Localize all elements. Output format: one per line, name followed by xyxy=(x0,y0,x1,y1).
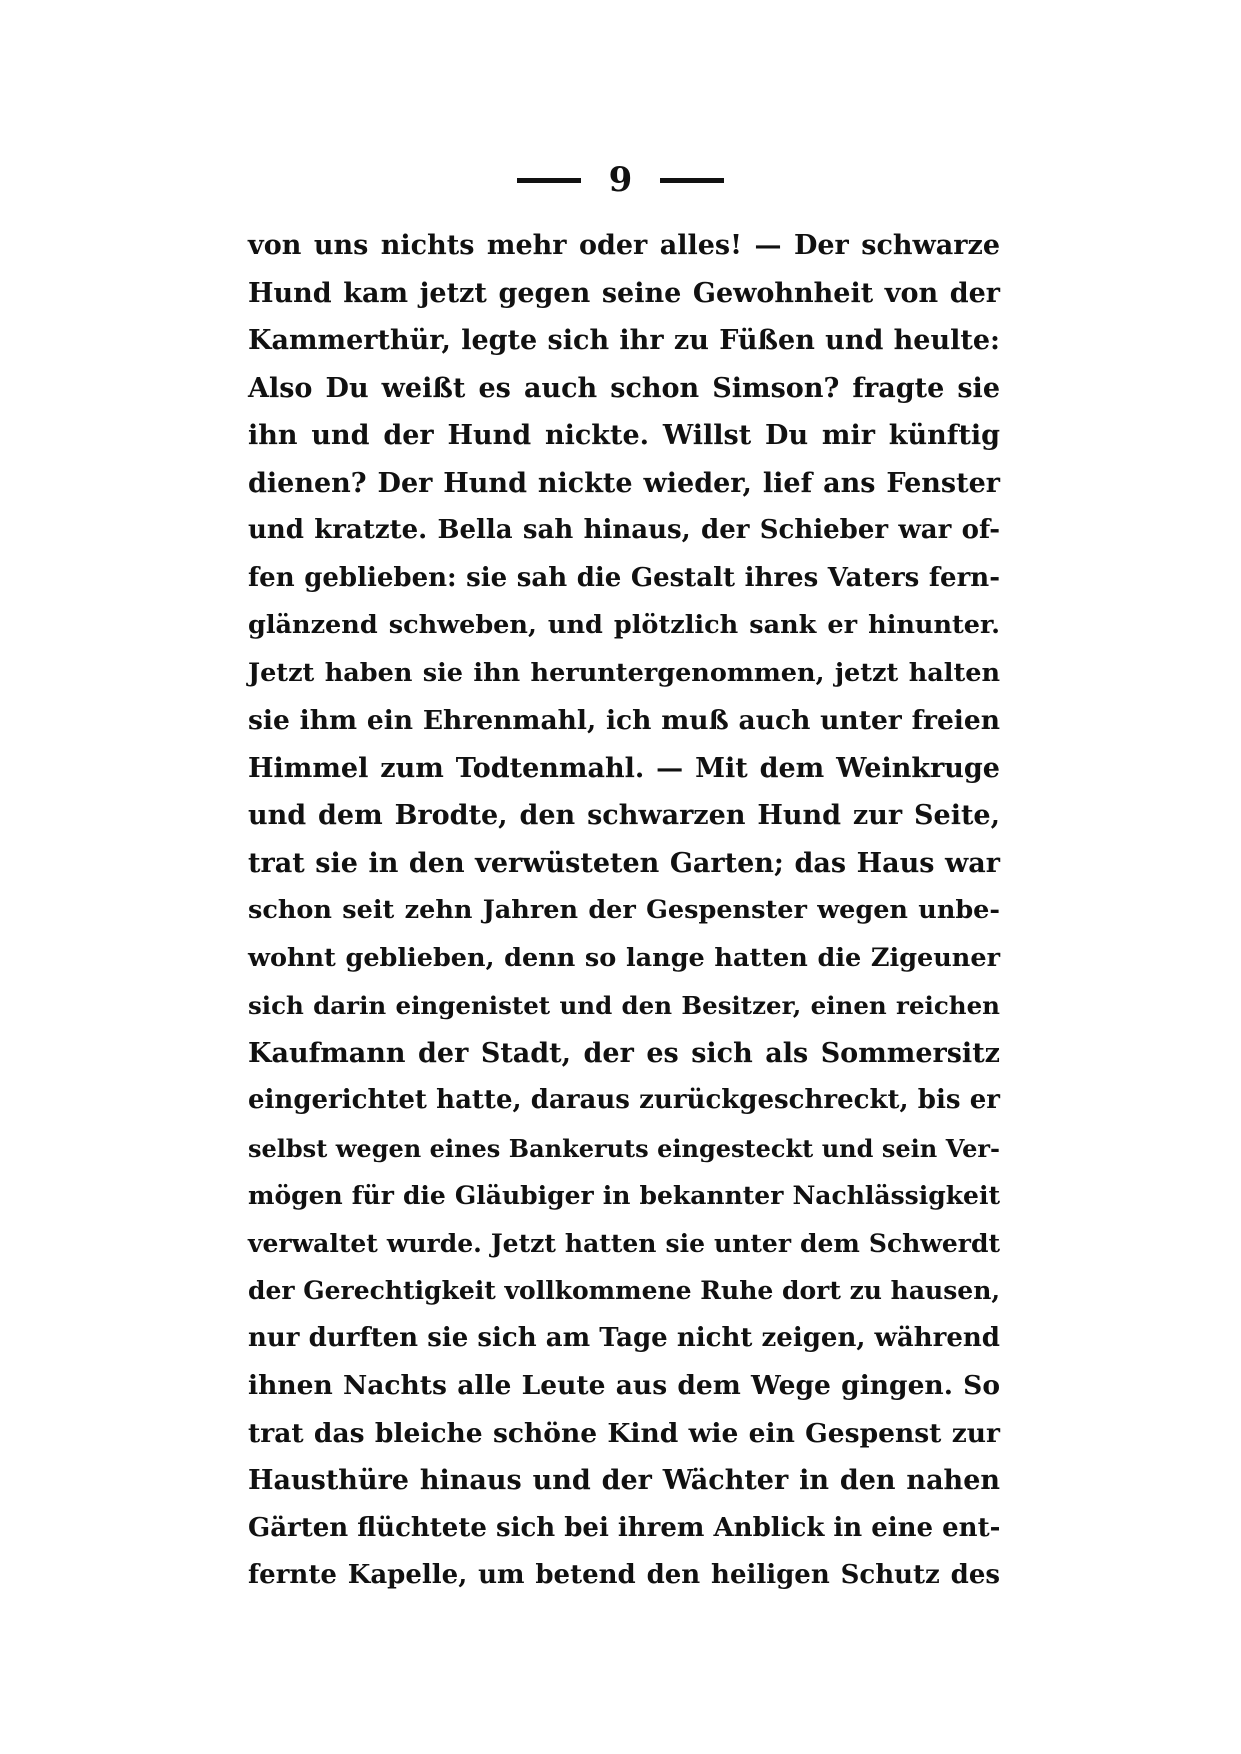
text-line: Kammerthür, legte sich ihr zu Füßen und heulte: xyxy=(248,325,1000,356)
text-line: Gärten flüchtete sich bei ihrem Anblick in eine ent- xyxy=(248,1512,1001,1543)
text-line: von uns nichts mehr oder alles! — Der schwarze xyxy=(248,230,1000,261)
text-line: sie ihm ein Ehrenmahl, ich muß auch unter freien xyxy=(248,705,1000,736)
text-line: glänzend schweben, und plötzlich sank er hinunter. xyxy=(248,610,1000,640)
text-line: fernte Kapelle, um betend den heiligen Schutz des xyxy=(248,1560,1000,1590)
text-line: Hausthüre hinaus und der Wächter in den nahen xyxy=(248,1465,1000,1496)
text-line: Jetzt haben sie ihn heruntergenommen, jetzt halten xyxy=(248,657,1000,688)
text-line: trat sie in den verwüsteten Garten; das Haus war xyxy=(248,847,1000,879)
left-dash xyxy=(517,178,581,183)
text-line: der Gerechtigkeit vollkommene Ruhe dort zu hausen, xyxy=(248,1276,1001,1305)
text-line: fen geblieben: sie sah die Gestalt ihres Vaters fern- xyxy=(248,562,1000,593)
text-line: und kratzte. Bella sah hinaus, der Schieber war of- xyxy=(248,515,1000,545)
text-line: Hund kam jetzt gegen seine Gewohnheit von der xyxy=(248,277,1000,309)
page-header xyxy=(0,152,1241,208)
text-line: Kaufmann der Stadt, der es sich als Sommersitz xyxy=(248,1037,1000,1069)
text-line: dienen? Der Hund nickte wieder, lief ans Fenster xyxy=(248,467,1000,499)
text-line: Himmel zum Todtenmahl. — Mit dem Weinkruge xyxy=(248,752,1000,784)
text-line: mögen für die Gläubiger in bekannter Nachlässigkeit xyxy=(248,1181,1000,1210)
text-line: wohnt geblieben, denn so lange hatten die Zigeuner xyxy=(248,942,1000,973)
text-line: Also Du weißt es auch schon Simson? fragte sie xyxy=(248,372,1000,404)
text-line: verwaltet wurde. Jetzt hatten sie unter dem Schwerdt xyxy=(248,1228,1000,1258)
text-line: ihnen Nachts alle Leute aus dem Wege gingen. So xyxy=(248,1370,1000,1401)
text-line: selbst wegen eines Bankeruts eingesteckt und sein Ver- xyxy=(248,1133,1000,1163)
body-text xyxy=(248,222,1000,1600)
text-line: und dem Brodte, den schwarzen Hund zur Seite, xyxy=(248,800,1000,831)
text-line: schon seit zehn Jahren der Gespenster wegen unbe- xyxy=(248,895,1000,925)
right-dash xyxy=(660,178,724,183)
page-number: 9 xyxy=(608,160,633,200)
text-line: nur durften sie sich am Tage nicht zeigen, während xyxy=(248,1322,1000,1353)
text-line: sich darin eingenistet und den Besitzer, einen reichen xyxy=(248,991,1000,1020)
text-line: eingerichtet hatte, daraus zurückgeschreckt, bis er xyxy=(248,1085,1000,1115)
text-line: trat das bleiche schöne Kind wie ein Gespenst zur xyxy=(248,1417,1000,1449)
text-line: ihn und der Hund nickte. Willst Du mir künftig xyxy=(248,420,1000,451)
